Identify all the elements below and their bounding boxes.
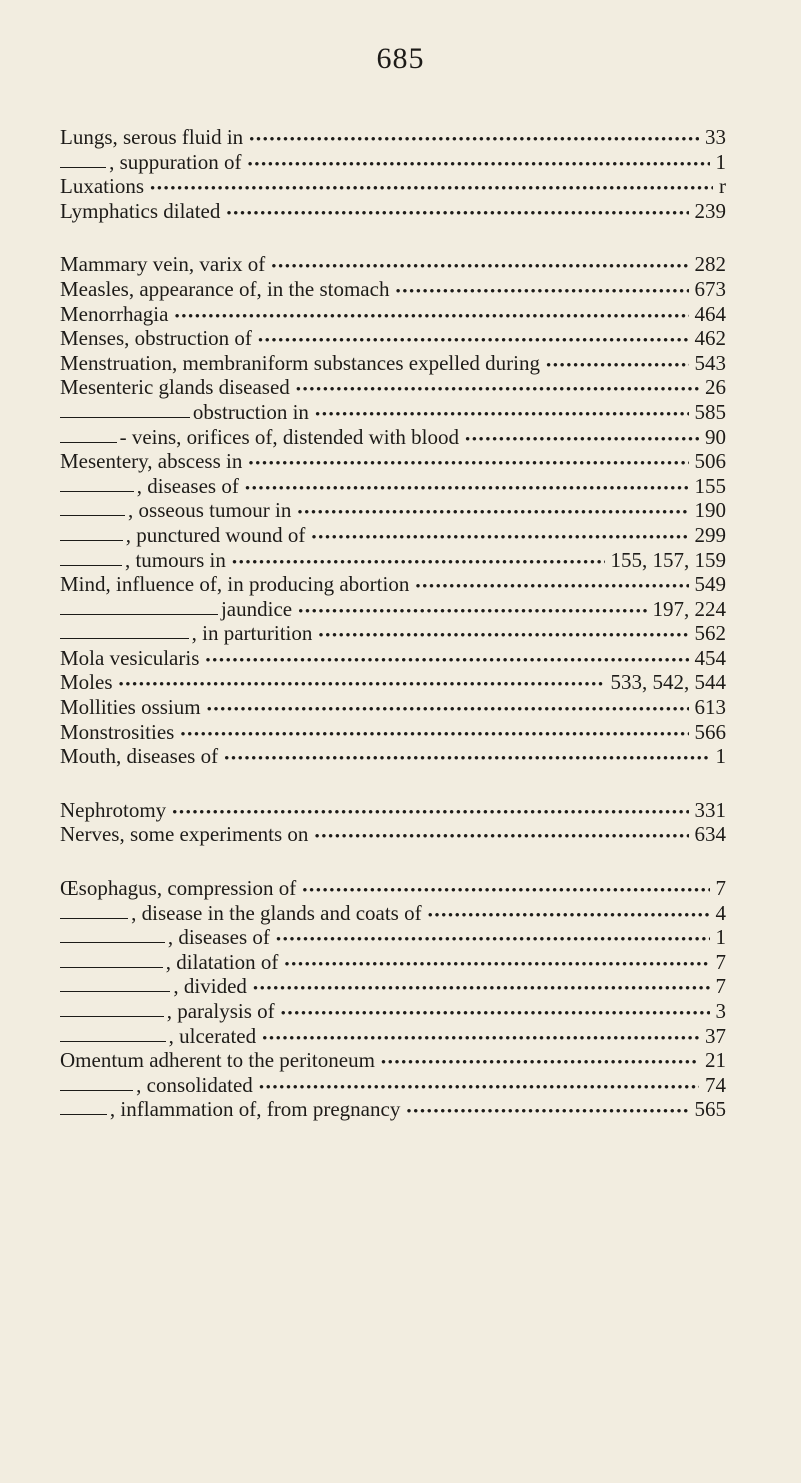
repeat-dash <box>60 442 117 443</box>
index-entry <box>60 720 726 745</box>
index-entry <box>60 950 726 975</box>
entry-pages: 21 <box>705 1048 726 1073</box>
dot-leader <box>207 703 689 718</box>
dot-leader <box>174 310 688 325</box>
index-entry <box>60 901 726 926</box>
dot-leader <box>281 1007 710 1022</box>
repeat-dash <box>60 991 170 992</box>
dot-leader <box>296 383 699 398</box>
entry-label: Œsophagus, compression of <box>60 876 297 901</box>
entry-pages: 506 <box>694 449 726 474</box>
dot-leader <box>546 359 689 374</box>
dot-leader <box>180 728 688 743</box>
repeat-dash <box>60 918 128 919</box>
entry-label: Mind, influence of, in producing abortion <box>60 572 410 597</box>
dot-leader <box>226 207 688 222</box>
entry-pages: 299 <box>694 522 726 547</box>
index-entry <box>60 523 726 548</box>
page-number: 685 <box>376 42 425 75</box>
index-entry <box>60 1097 726 1122</box>
entry-pages: 7 <box>715 876 726 901</box>
entry-pages: 454 <box>694 645 726 670</box>
entry-label: Luxations <box>60 174 144 199</box>
repeat-dash <box>60 491 134 492</box>
entry-pages: 613 <box>694 695 726 720</box>
entry-pages: 533, 542, 544 <box>610 670 726 695</box>
index-entry <box>60 302 726 327</box>
repeat-dash <box>60 515 125 516</box>
index-section <box>60 876 726 1122</box>
entry-pages: 190 <box>694 498 726 523</box>
entry-label: Mollities ossium <box>60 695 201 720</box>
dot-leader <box>245 482 689 497</box>
repeat-dash <box>60 167 106 168</box>
entry-pages: 282 <box>694 252 726 277</box>
entry-label: Nephrotomy <box>60 797 167 822</box>
entry-pages: 549 <box>694 572 726 597</box>
index-entry <box>60 375 726 400</box>
index-entry <box>60 744 726 769</box>
repeat-dash <box>60 1090 133 1091</box>
dot-leader <box>249 133 699 148</box>
index-entry <box>60 572 726 597</box>
entry-label: , suppuration of <box>109 149 242 174</box>
dot-leader <box>150 182 713 197</box>
index-entry <box>60 150 726 175</box>
entry-pages: 155, 157, 159 <box>610 547 726 572</box>
entry-pages: 331 <box>694 797 726 822</box>
dot-leader <box>247 158 709 173</box>
index-entry <box>60 548 726 573</box>
index-section <box>60 798 726 847</box>
entry-pages: 4 <box>715 900 726 925</box>
entry-label: Menorrhagia <box>60 301 169 326</box>
index-entry <box>60 1048 726 1073</box>
entry-label: , paralysis of <box>166 999 275 1023</box>
index-entry <box>60 400 726 425</box>
dot-leader <box>465 433 699 448</box>
entry-pages: 464 <box>694 301 726 326</box>
entry-label: , divided <box>173 974 247 999</box>
index-entry <box>60 125 726 150</box>
entry-label: , tumours in <box>124 547 226 572</box>
index-entry <box>60 351 726 376</box>
entry-pages: 239 <box>694 198 726 223</box>
entry-pages: 585 <box>694 399 726 424</box>
entry-pages: 543 <box>694 350 726 375</box>
dot-leader <box>315 408 689 423</box>
entry-label: , osseous tumour in <box>128 498 292 523</box>
entry-pages: 562 <box>694 621 726 646</box>
entry-label: obstruction in <box>192 399 309 424</box>
entry-pages: 673 <box>694 276 726 301</box>
index-entry <box>60 646 726 671</box>
index-entry <box>60 822 726 847</box>
repeat-dash <box>60 1114 107 1115</box>
entry-label: Lungs, serous fluid in <box>60 125 244 149</box>
entry-pages: 634 <box>694 822 726 847</box>
dot-leader <box>314 830 688 845</box>
entry-label: - veins, orifices of, distended with blood <box>119 424 460 449</box>
entry-pages: 566 <box>694 719 726 744</box>
dot-leader <box>415 580 688 595</box>
dot-leader <box>262 1032 699 1047</box>
entry-pages: 7 <box>715 949 726 974</box>
entry-pages: 565 <box>694 1097 726 1122</box>
repeat-dash <box>60 614 218 615</box>
index-entry <box>60 670 726 695</box>
index-entry <box>60 597 726 622</box>
dot-leader <box>276 933 710 948</box>
dot-leader <box>258 334 689 349</box>
dot-leader <box>428 909 710 924</box>
entry-pages: 26 <box>705 375 726 400</box>
entry-label: , diseases of <box>136 473 239 498</box>
entry-pages: 3 <box>715 999 726 1023</box>
dot-leader <box>172 806 688 821</box>
dot-leader <box>119 678 605 693</box>
dot-leader <box>311 531 688 546</box>
dot-leader <box>259 1081 699 1096</box>
entry-label: , dilatation of <box>165 949 279 974</box>
entry-label: , consolidated <box>136 1072 253 1097</box>
entry-label: jaundice <box>220 596 293 621</box>
index-entry <box>60 925 726 950</box>
entry-pages: 197, 224 <box>652 596 726 621</box>
index-entry <box>60 974 726 999</box>
entry-label: , diseases of <box>167 925 270 950</box>
index-section <box>60 125 726 223</box>
dot-leader <box>302 884 709 899</box>
entry-label: Moles <box>60 670 113 695</box>
index-entry <box>60 474 726 499</box>
dot-leader <box>381 1056 699 1071</box>
repeat-dash <box>60 967 163 968</box>
repeat-dash <box>60 638 189 639</box>
dot-leader <box>248 457 688 472</box>
entry-pages: 33 <box>705 125 726 149</box>
entry-pages: 37 <box>705 1023 726 1048</box>
dot-leader <box>232 556 605 571</box>
entry-label: Mammary vein, varix of <box>60 252 266 277</box>
index-entry <box>60 326 726 351</box>
entry-label: Mesentery, abscess in <box>60 449 243 474</box>
entry-label: , ulcerated <box>168 1023 257 1048</box>
entry-label: Mouth, diseases of <box>60 744 219 769</box>
repeat-dash <box>60 417 190 418</box>
dot-leader <box>205 654 688 669</box>
entry-label: Menses, obstruction of <box>60 326 252 351</box>
repeat-dash <box>60 540 123 541</box>
entry-label: Mesenteric glands diseased <box>60 375 290 400</box>
entry-pages: 1 <box>715 925 726 950</box>
index-entry <box>60 876 726 901</box>
dot-leader <box>395 285 688 300</box>
index-entry <box>60 1024 726 1049</box>
index-entry <box>60 252 726 277</box>
index-entry <box>60 621 726 646</box>
index-section <box>60 252 726 768</box>
index-entry <box>60 174 726 199</box>
entry-label: Omentum adherent to the peritoneum <box>60 1048 375 1073</box>
dot-leader <box>224 752 709 767</box>
entry-pages: 155 <box>694 473 726 498</box>
entry-label: Menstruation, membraniform substances expelled during <box>60 350 540 375</box>
entry-label: , in parturition <box>191 621 313 646</box>
index-entry <box>60 798 726 823</box>
index-entry <box>60 277 726 302</box>
index-entry <box>60 498 726 523</box>
index-list <box>60 125 726 1151</box>
entry-label: Nerves, some experiments on <box>60 822 309 847</box>
entry-pages: 90 <box>705 424 726 449</box>
dot-leader <box>271 260 688 275</box>
dot-leader <box>298 605 646 620</box>
repeat-dash <box>60 942 165 943</box>
entry-pages: 1 <box>715 744 726 769</box>
dot-leader <box>284 958 709 973</box>
entry-label: , punctured wound of <box>125 522 306 547</box>
dot-leader <box>297 506 688 521</box>
index-entry <box>60 999 726 1024</box>
entry-pages: 1 <box>715 149 726 174</box>
index-entry <box>60 199 726 224</box>
entry-pages: 7 <box>715 974 726 999</box>
index-entry <box>60 425 726 450</box>
repeat-dash <box>60 565 122 566</box>
entry-label: , disease in the glands and coats of <box>131 900 422 925</box>
entry-label: Measles, appearance of, in the stomach <box>60 276 390 301</box>
dot-leader <box>253 982 710 997</box>
index-entry <box>60 695 726 720</box>
index-entry <box>60 449 726 474</box>
entry-label: Lymphatics dilated <box>60 198 221 223</box>
entry-pages: 462 <box>694 326 726 351</box>
repeat-dash <box>60 1016 164 1017</box>
entry-label: Monstrosities <box>60 719 175 744</box>
repeat-dash <box>60 1041 166 1042</box>
dot-leader <box>318 629 688 644</box>
index-entry <box>60 1073 726 1098</box>
entry-label: Mola vesicularis <box>60 645 200 670</box>
entry-label: , inflammation of, from pregnancy <box>109 1097 401 1122</box>
entry-pages: r <box>719 174 726 199</box>
entry-pages: 74 <box>705 1072 726 1097</box>
dot-leader <box>406 1105 688 1120</box>
